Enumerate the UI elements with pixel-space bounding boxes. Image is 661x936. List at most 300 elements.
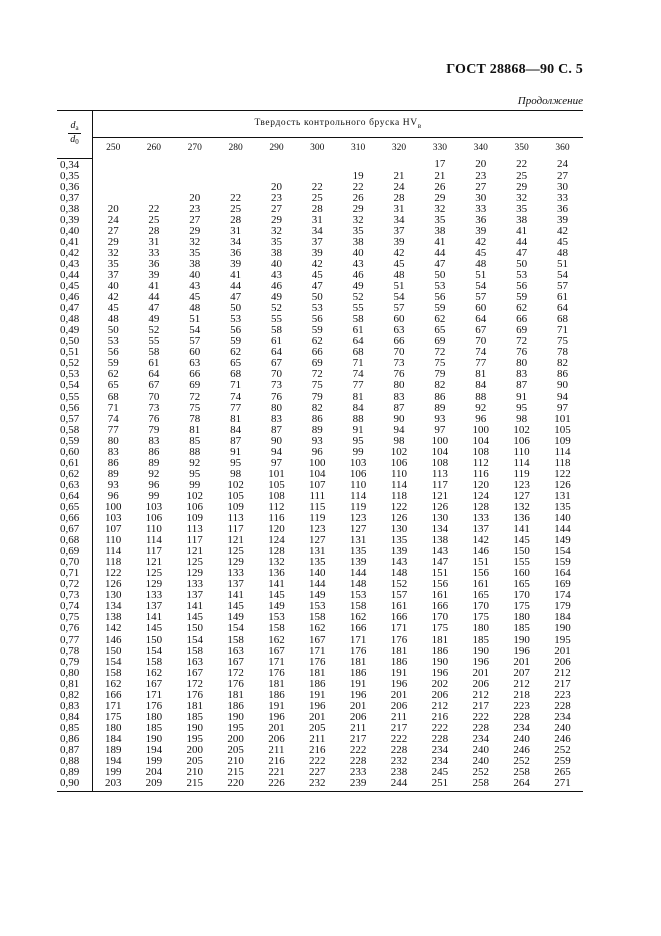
hardness-cell: 252: [513, 755, 530, 768]
hardness-cell: 36: [230, 246, 242, 259]
hardness-cell: 31: [148, 235, 160, 248]
hardness-cell: 81: [352, 390, 364, 403]
hardness-cell: 69: [516, 324, 528, 337]
hardness-cell: 194: [105, 755, 122, 768]
hardness-cell: 206: [472, 677, 489, 690]
hardness-cell: 161: [431, 589, 449, 602]
table-row: [57, 414, 583, 425]
ratio-cell: 0,47: [57, 303, 93, 314]
hardness-cell: 142: [105, 622, 122, 635]
hardness-cell: 32: [189, 235, 201, 248]
hardness-cell: 69: [311, 357, 323, 370]
ratio-cell: 0,69: [57, 546, 93, 557]
hardness-cell: 114: [145, 534, 162, 547]
hardness-cell: 194: [145, 744, 163, 756]
hardness-cell: 56: [516, 280, 528, 293]
hardness-cell: 62: [311, 335, 323, 348]
hardness-cell: 36: [148, 257, 160, 270]
hardness-cell: 54: [475, 280, 487, 293]
hardness-cell: 199: [145, 755, 163, 768]
hardness-cell: 209: [133, 778, 174, 792]
table-body: [57, 158, 583, 792]
table-row: [57, 646, 583, 657]
hardness-cell: 142: [472, 534, 489, 547]
hardness-cell: [133, 171, 174, 182]
hardness-cell: 171: [349, 633, 367, 646]
hardness-cell: 180: [105, 721, 122, 734]
hardness-cell: 205: [186, 755, 203, 768]
hardness-cell: 149: [227, 611, 244, 624]
hardness-cell: 240: [554, 721, 571, 734]
hardness-cell: 82: [311, 401, 323, 414]
hardness-cell: 123: [513, 478, 530, 491]
hardness-cell: 25: [311, 191, 323, 204]
hardness-cell: 174: [554, 589, 571, 602]
hardness-cell: 138: [105, 611, 122, 624]
hardness-cell: 108: [268, 489, 285, 502]
hardness-cell: 240: [472, 744, 489, 756]
group-title-sub: в: [417, 121, 422, 130]
hardness-cell: 80: [393, 379, 405, 392]
hardness-cell: 120: [472, 478, 489, 491]
hardness-cell: 88: [189, 445, 201, 458]
hardness-cell: 60: [189, 346, 201, 359]
hardness-cell: 228: [431, 732, 449, 745]
hardness-cell: 175: [431, 622, 449, 635]
hardness-cell: 106: [349, 467, 367, 480]
hardness-cell: 90: [557, 379, 569, 392]
hardness-cell: 195: [186, 732, 203, 745]
hardness-cell: 175: [472, 611, 489, 624]
ratio-cell: 0,74: [57, 601, 93, 612]
hardness-cell: 251: [419, 778, 460, 792]
hardness-cell: 265: [554, 766, 571, 779]
hardness-cell: 115: [309, 500, 326, 513]
hardness-cell: 49: [352, 280, 364, 293]
hardness-cell: 42: [475, 235, 487, 248]
ratio-cell: 0,52: [57, 358, 93, 369]
hardness-cell: 77: [475, 357, 487, 370]
hardness-cell: 185: [513, 622, 530, 635]
hardness-cell: 54: [189, 324, 201, 337]
hardness-cell: 195: [554, 633, 571, 646]
hardness-cell: 128: [268, 545, 285, 558]
hardness-cell: 62: [230, 346, 242, 359]
hardness-cell: 47: [311, 280, 323, 293]
hardness-cell: 68: [352, 346, 364, 359]
hardness-cell: 223: [513, 699, 530, 712]
hardness-cell: 211: [268, 744, 285, 756]
hardness-cell: 212: [431, 699, 449, 712]
hardness-cell: 61: [270, 335, 282, 348]
hardness-cell: 164: [554, 567, 571, 580]
hardness-cell: 44: [148, 291, 160, 304]
hardness-cell: 128: [472, 500, 489, 513]
hardness-cell: 68: [557, 313, 569, 326]
hardness-cell: 52: [352, 291, 364, 304]
hardness-cell: 58: [270, 324, 282, 337]
hardness-cell: 61: [557, 291, 569, 304]
hardness-cell: 38: [270, 246, 282, 259]
hardness-cell: 201: [472, 666, 489, 679]
hardness-cell: 206: [349, 710, 367, 723]
table-row: [57, 425, 583, 436]
hardness-cell: 44: [516, 235, 528, 248]
ratio-cell: 0,50: [57, 336, 93, 347]
hardness-cell: 58: [352, 313, 364, 326]
hardness-cell: 190: [472, 644, 489, 657]
hardness-cell: 78: [557, 346, 569, 359]
hardness-cell: 24: [107, 213, 119, 226]
hardness-cell: 143: [431, 545, 449, 558]
hardness-cell: 97: [557, 401, 569, 414]
hardness-cell: 88: [352, 412, 364, 425]
hardness-cell: 77: [230, 401, 242, 414]
hardness-cell: 52: [148, 324, 160, 337]
hardness-cell: 99: [352, 445, 364, 458]
hardness-cell: 109: [227, 500, 244, 513]
hv-column-header: 260: [146, 143, 161, 153]
ratio-cell: 0,79: [57, 657, 93, 668]
hardness-cell: 158: [349, 600, 367, 613]
group-title: Твердость контрольного бруска HV: [254, 118, 418, 129]
hv-column-header: 350: [514, 143, 529, 153]
hardness-cell: 91: [230, 445, 242, 458]
hardness-cell: 186: [390, 655, 408, 668]
ratio-denominator: d: [70, 134, 76, 146]
hardness-cell: 47: [516, 246, 528, 259]
hardness-cell: 34: [311, 224, 323, 237]
hardness-cell: 93: [434, 412, 446, 425]
hardness-cell: 179: [554, 600, 571, 613]
hardness-cell: 30: [557, 180, 569, 193]
hardness-cell: 79: [311, 390, 323, 403]
hardness-cell: 212: [513, 677, 530, 690]
hardness-cell: 53: [311, 302, 323, 315]
hardness-cell: 96: [107, 489, 119, 502]
ratio-cell: 0,55: [57, 391, 93, 402]
hardness-cell: 32: [107, 246, 119, 259]
hardness-cell: 79: [434, 368, 446, 381]
ratio-cell: 0,75: [57, 612, 93, 623]
hardness-cell: 140: [309, 567, 326, 580]
hardness-cell: 22: [516, 158, 528, 171]
hardness-cell: 81: [189, 423, 201, 436]
hardness-cell: 135: [349, 545, 367, 558]
hardness-cell: 107: [309, 478, 326, 491]
hardness-cell: 48: [557, 246, 569, 259]
hardness-cell: 119: [513, 467, 530, 480]
hardness-cell: 118: [554, 456, 571, 469]
hardness-cell: 25: [230, 202, 242, 215]
hardness-cell: 66: [393, 335, 405, 348]
hardness-cell: 29: [270, 213, 282, 226]
hardness-cell: 186: [431, 644, 449, 657]
hardness-cell: 196: [513, 644, 530, 657]
hardness-cell: 112: [268, 500, 285, 513]
hardness-cell: 203: [93, 778, 134, 792]
hardness-cell: 222: [349, 744, 367, 756]
hardness-cell: 64: [270, 346, 282, 359]
hardness-cell: 228: [472, 721, 489, 734]
hardness-cell: 98: [516, 412, 528, 425]
hardness-cell: 33: [148, 246, 160, 259]
hardness-cell: 89: [434, 401, 446, 414]
hardness-cell: 67: [148, 379, 160, 392]
ratio-cell: 0,49: [57, 325, 93, 336]
hardness-cell: 154: [227, 622, 244, 635]
hardness-cell: 158: [227, 633, 244, 646]
table-row: [57, 380, 583, 391]
hardness-cell: 35: [352, 224, 364, 237]
hardness-cell: 28: [230, 213, 242, 226]
hardness-cell: 134: [431, 523, 449, 536]
hardness-cell: 75: [557, 335, 569, 348]
hardness-cell: 246: [554, 732, 571, 745]
hardness-cell: 131: [349, 534, 367, 547]
hardness-cell: 205: [309, 721, 326, 734]
hardness-cell: 80: [516, 357, 528, 370]
hardness-cell: 51: [393, 280, 405, 293]
hardness-cell: 27: [270, 202, 282, 215]
hardness-cell: 190: [431, 655, 449, 668]
hardness-cell: 145: [268, 589, 285, 602]
hardness-cell: 190: [554, 622, 571, 635]
hardness-cell: 45: [475, 246, 487, 259]
ratio-cell: 0,34: [57, 158, 93, 171]
hardness-cell: 47: [230, 291, 242, 304]
hardness-cell: 23: [475, 169, 487, 182]
hardness-cell: 245: [431, 766, 449, 779]
ratio-cell: 0,77: [57, 635, 93, 646]
hardness-cell: 166: [105, 688, 122, 701]
hardness-cell: 206: [554, 655, 571, 668]
ratio-cell: 0,35: [57, 171, 93, 182]
ratio-cell: 0,89: [57, 767, 93, 778]
hardness-cell: 76: [270, 390, 282, 403]
hardness-cell: 252: [472, 766, 489, 779]
hardness-cell: 81: [230, 412, 242, 425]
hardness-cell: 35: [107, 257, 119, 270]
hardness-cell: 117: [186, 534, 203, 547]
hardness-cell: 141: [268, 578, 285, 591]
hardness-cell: 221: [268, 766, 285, 779]
document-code: ГОСТ 28868—90 С. 5: [446, 62, 583, 77]
ratio-cell: 0,45: [57, 281, 93, 292]
hardness-cell: 36: [557, 202, 569, 215]
ratio-cell: 0,54: [57, 380, 93, 391]
hardness-cell: 122: [554, 467, 571, 480]
hardness-cell: 40: [270, 257, 282, 270]
hardness-cell: 108: [431, 456, 449, 469]
hardness-cell: 258: [513, 766, 530, 779]
hardness-cell: 54: [393, 291, 405, 304]
hardness-cell: 48: [393, 268, 405, 281]
hardness-cell: 46: [270, 280, 282, 293]
hardness-cell: 141: [513, 523, 530, 536]
hardness-cell: 217: [554, 677, 571, 690]
hardness-cell: 130: [431, 512, 449, 525]
hardness-cell: 185: [145, 721, 163, 734]
hardness-cell: 84: [352, 401, 364, 414]
ratio-cell: 0,51: [57, 347, 93, 358]
hardness-cell: 158: [186, 644, 203, 657]
table-row: [57, 182, 583, 193]
ratio-cell: 0,71: [57, 568, 93, 579]
hardness-cell: 102: [186, 489, 203, 502]
hardness-cell: 50: [516, 257, 528, 270]
hardness-cell: 29: [107, 235, 119, 248]
hardness-cell: 56: [311, 313, 323, 326]
hardness-cell: 60: [475, 302, 487, 315]
hardness-cell: 75: [311, 379, 323, 392]
hardness-cell: 135: [390, 534, 408, 547]
hardness-cell: 69: [434, 335, 446, 348]
hardness-cell: 40: [107, 280, 119, 293]
hardness-cell: 70: [270, 368, 282, 381]
hardness-cell: 62: [107, 368, 119, 381]
hardness-cell: 165: [513, 578, 530, 591]
hardness-cell: 176: [349, 644, 367, 657]
hardness-cell: 191: [309, 688, 326, 701]
hardness-cell: 180: [145, 710, 163, 723]
hardness-cell: 149: [309, 589, 326, 602]
hardness-cell: 87: [516, 379, 528, 392]
hardness-cell: 38: [189, 257, 201, 270]
hardness-cell: 170: [513, 589, 530, 602]
hardness-cell: 76: [516, 346, 528, 359]
hardness-cell: 92: [189, 456, 201, 469]
hardness-cell: 161: [390, 600, 408, 613]
hardness-cell: 161: [472, 578, 489, 591]
hardness-cell: 36: [475, 213, 487, 226]
hardness-cell: 126: [431, 500, 449, 513]
hardness-cell: 39: [557, 213, 569, 226]
hardness-cell: 171: [268, 655, 285, 668]
hardness-cell: 159: [554, 556, 571, 569]
hardness-cell: 55: [270, 313, 282, 326]
hardness-cell: 151: [431, 567, 449, 580]
hardness-cell: 72: [434, 346, 446, 359]
hardness-cell: 240: [513, 732, 530, 745]
hardness-cell: 47: [434, 257, 446, 270]
hardness-cell: 79: [148, 423, 160, 436]
hardness-cell: 44: [434, 246, 446, 259]
hardness-cell: 141: [145, 611, 163, 624]
hardness-cell: 66: [311, 346, 323, 359]
hardness-cell: 228: [390, 744, 408, 756]
hardness-cell: 66: [516, 313, 528, 326]
hardness-cell: 86: [311, 412, 323, 425]
hardness-cell: 145: [145, 622, 163, 635]
hardness-cell: 135: [554, 500, 571, 513]
ratio-cell: 0,53: [57, 369, 93, 380]
hardness-cell: 216: [309, 744, 326, 756]
hardness-cell: 139: [390, 545, 408, 558]
hardness-cell: 121: [145, 556, 163, 569]
hardness-cell: 68: [107, 390, 119, 403]
hardness-cell: 52: [270, 302, 282, 315]
hardness-cell: 39: [475, 224, 487, 237]
hardness-cell: 65: [230, 357, 242, 370]
hardness-cell: 28: [148, 224, 160, 237]
hardness-cell: 71: [352, 357, 364, 370]
hardness-cell: 191: [390, 666, 408, 679]
hardness-cell: 162: [145, 666, 163, 679]
hardness-cell: 114: [105, 545, 122, 558]
hardness-cell: 109: [554, 434, 571, 447]
hardness-cell: 28: [311, 202, 323, 215]
ratio-cell: 0,84: [57, 712, 93, 723]
ratio-cell: 0,59: [57, 436, 93, 447]
hardness-cell: [297, 158, 338, 171]
hardness-cell: 35: [434, 213, 446, 226]
hardness-cell: [297, 171, 338, 182]
hardness-cell: 28: [393, 191, 405, 204]
hardness-cell: 31: [230, 224, 242, 237]
hardness-cell: 170: [472, 600, 489, 613]
hardness-cell: 123: [309, 523, 326, 536]
hardness-cell: 185: [186, 710, 203, 723]
hardness-cell: 144: [554, 523, 571, 536]
continuation-label: Продолжение: [517, 95, 583, 107]
hardness-cell: 176: [309, 655, 326, 668]
hardness-cell: 206: [431, 688, 449, 701]
hardness-cell: 232: [297, 778, 338, 792]
hardness-cell: 145: [227, 600, 244, 613]
hardness-cell: 66: [189, 368, 201, 381]
hardness-cell: 48: [475, 257, 487, 270]
hardness-cell: 216: [268, 755, 285, 768]
hardness-cell: 98: [393, 434, 405, 447]
hardness-cell: 108: [472, 445, 489, 458]
hardness-cell: 110: [105, 534, 122, 547]
hardness-cell: 156: [472, 567, 489, 580]
hardness-table: [57, 110, 583, 792]
hardness-cell: 31: [393, 202, 405, 215]
hardness-cell: 211: [309, 732, 326, 745]
hardness-cell: 39: [230, 257, 242, 270]
hardness-cell: 191: [268, 699, 285, 712]
table-row: [57, 171, 583, 182]
hardness-cell: 210: [227, 755, 244, 768]
hardness-cell: 259: [554, 755, 571, 768]
hardness-cell: 86: [148, 445, 160, 458]
ratio-cell: 0,83: [57, 701, 93, 712]
hardness-cell: 59: [230, 335, 242, 348]
hardness-cell: 32: [516, 191, 528, 204]
hardness-cell: 167: [186, 666, 203, 679]
hardness-cell: 201: [309, 710, 326, 723]
hardness-cell: 39: [311, 246, 323, 259]
hv-column-header: 320: [391, 143, 407, 153]
hardness-cell: 50: [230, 302, 242, 315]
hardness-cell: 102: [513, 423, 530, 436]
hardness-cell: 50: [107, 324, 119, 337]
hardness-cell: 56: [434, 291, 446, 304]
hardness-cell: 125: [145, 567, 163, 580]
hardness-cell: 70: [393, 346, 405, 359]
hardness-cell: 190: [145, 732, 163, 745]
hardness-cell: 151: [472, 556, 489, 569]
hardness-cell: 211: [390, 710, 408, 723]
ratio-cell: 0,85: [57, 723, 93, 734]
hardness-cell: 96: [311, 445, 323, 458]
hardness-cell: 114: [350, 489, 367, 502]
hardness-cell: 83: [107, 445, 119, 458]
hardness-cell: 71: [107, 401, 119, 414]
hardness-cell: 91: [516, 390, 528, 403]
